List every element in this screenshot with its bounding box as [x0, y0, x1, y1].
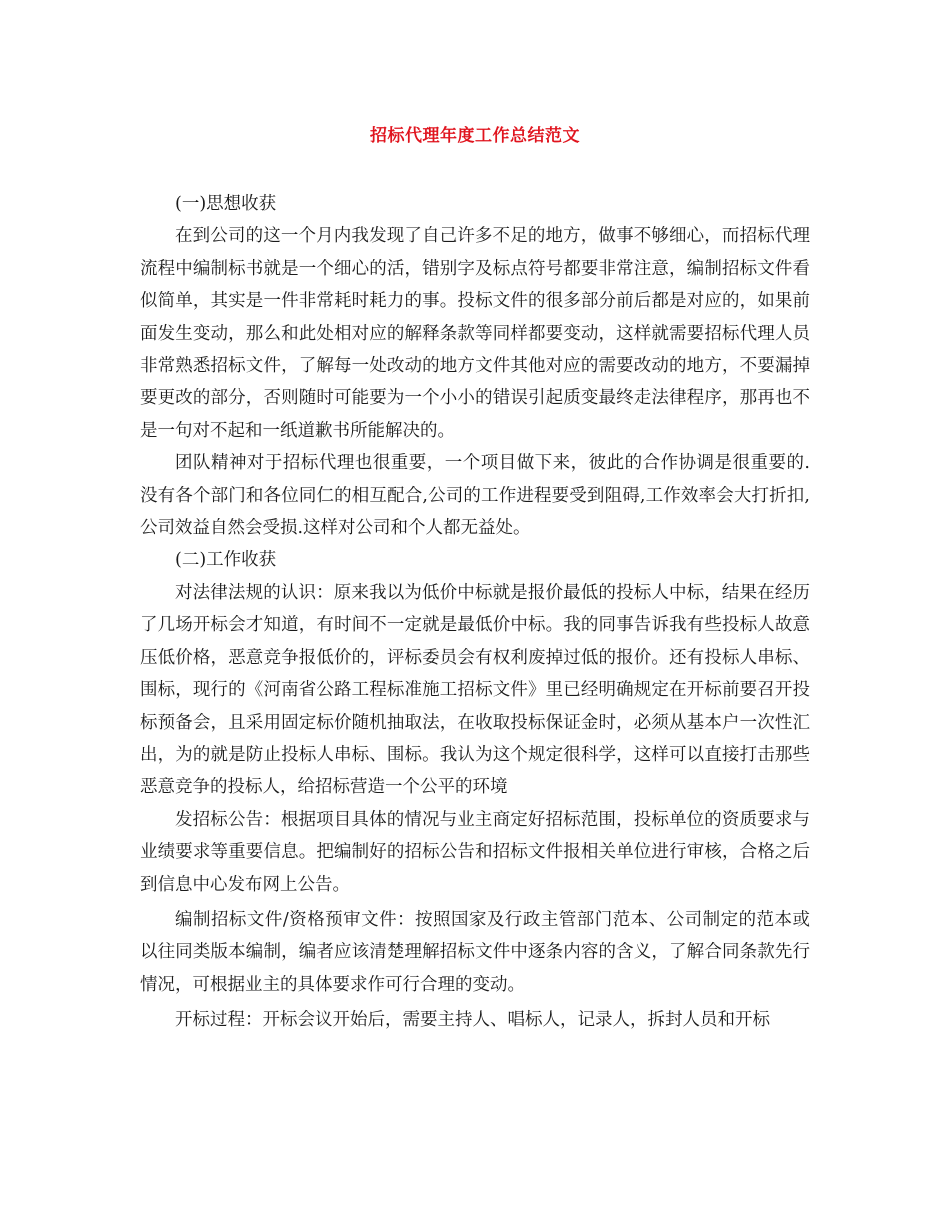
paragraph: 对法律法规的认识：原来我以为低价中标就是报价最低的投标人中标，结果在经历了几场开标会才知道，有时间不一定就是最低价中标。我的同事告诉我有些投标人故意压低价格，恶意竞争报低价的，评标委员会有权利废掉过低的报价。还有投标人串标、围标，现行的《河南省公路工程标准施工招标文件》里已经明确规定在开标前要召开投标预备会，且采用固定标价随机抽取法，在收取投标保证金时，必须从基本户一次性汇出，为的就是防止投标人串标、围标。我认为这个规定很科学，这样可以直接打击那些恶意竞争的投标人，给招标营造一个公平的环境	[140, 582, 810, 798]
paragraph: 团队精神对于招标代理也很重要，一个项目做下来，彼此的合作协调是很重要的.没有各个部门和各位同仁的相互配合,公司的工作进程要受到阻碍,工作效率会大打折扣,公司效益自然会受损.这样对公司和个人都无益处。	[140, 453, 810, 539]
paragraph: 开标过程：开标会议开始后，需要主持人、唱标人，记录人，拆封人员和开标	[175, 1010, 770, 1031]
paragraph: 发招标公告：根据项目具体的情况与业主商定好招标范围，投标单位的资质要求与业绩要求等重要信息。把编制好的招标公告和招标文件报相关单位进行审核，合格之后到信息中心发布网上公告。	[140, 809, 810, 895]
paragraph: 编制招标文件/资格预审文件：按照国家及行政主管部门范本、公司制定的范本或以往同类版本编制，编者应该清楚理解招标文件中逐条内容的含义，了解合同条款先行情况，可根据业主的具体要求作可行合理的变动。	[140, 909, 810, 995]
document-title: 招标代理年度工作总结范文	[370, 126, 580, 146]
section-heading-work-gains: (二)工作收获	[175, 550, 277, 571]
paragraph: 在到公司的这一个月内我发现了自己许多不足的地方，做事不够细心，而招标代理流程中编制标书就是一个细心的活，错别字及标点符号都要非常注意，编制招标文件看似简单，其实是一件非常耗时耗力的事。投标文件的很多部分前后都是对应的，如果前面发生变动，那么和此处相对应的解释条款等同样都要变动，这样就需要招标代理人员非常熟悉招标文件，了解每一处改动的地方文件其他对应的需要改动的地方，不要漏掉要更改的部分，否则随时可能要为一个小小的错误引起质变最终走法律程序，那再也不是一句对不起和一纸道歉书所能解决的。	[140, 226, 810, 441]
document-body	[140, 188, 810, 1037]
section-heading-ideological-gains: (一)思想收获	[175, 194, 277, 214]
